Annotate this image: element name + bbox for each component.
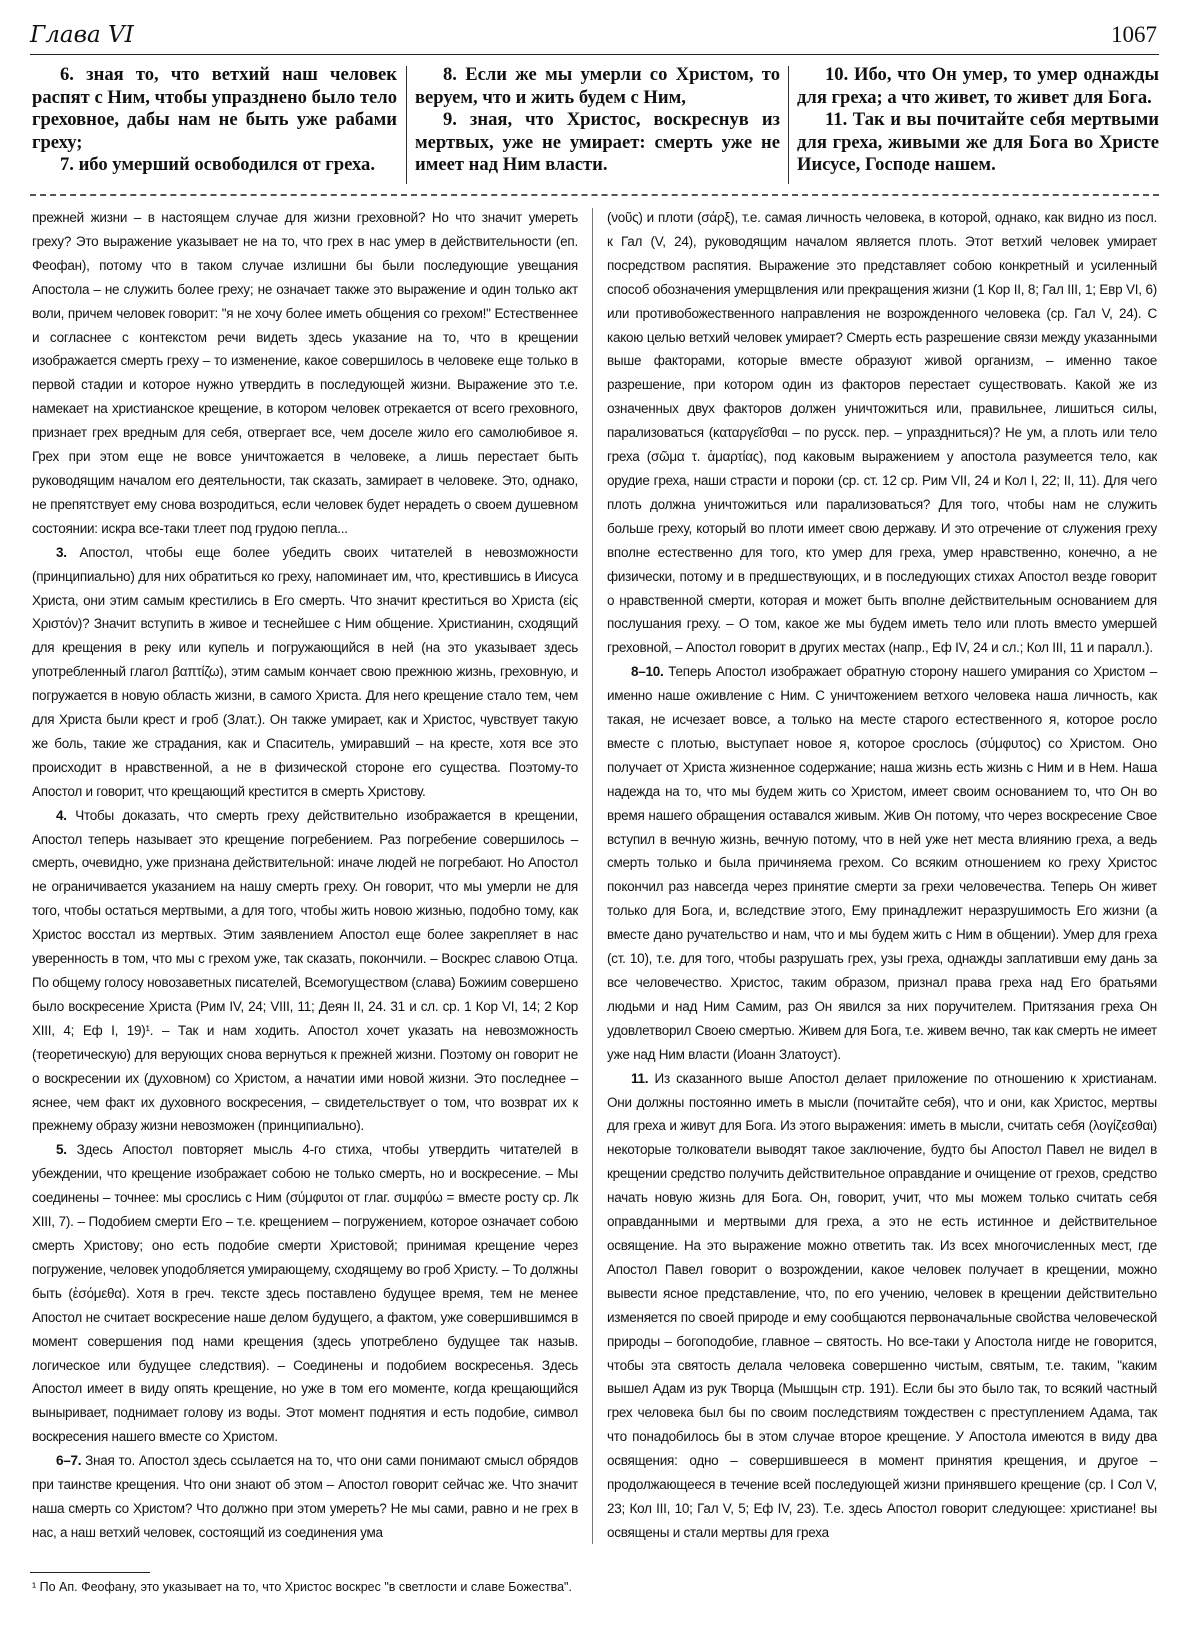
header-rule: [30, 54, 1159, 55]
verse-ref-number: 6–7.: [56, 1453, 82, 1469]
verse-ref-number: 8–10.: [631, 664, 664, 680]
verse-column-divider: [406, 66, 407, 184]
commentary-right-column: [607, 206, 1157, 1546]
column-divider: [592, 208, 593, 1544]
verse-ref-number: 4.: [56, 807, 67, 823]
commentary-paragraph: 6–7. Зная то. Апостол здесь ссылается на то, что они сами понимают смысл обрядов при таинстве крещения. Что они знают об этом – Апостол говорит сейчас же. Что значит наша смерть со Христом? Что должно при этом умереть? Не мы сами, равно и не грех в нас, а наш ветхий человек, состоящий из соединения ума: [32, 1453, 578, 1540]
verse-9: 9. зная, что Христос, воскреснув из мертвых, уже не умирает: смерть уже не имеет над Ним власти.: [415, 109, 780, 176]
verse-column-divider: [788, 66, 789, 184]
verse-ref-number: 11.: [631, 1070, 649, 1086]
commentary-paragraph: 3. Апостол, чтобы еще более убедить своих читателей в невозможности (принципиально) для них обратиться ко греху, напоминает им, что, крестившись в Иисуса Христа, они этим самым крестились в Его смерть. Что значит креститься во Христа (εἰς Χριστόν)? Значит вступить в живое и теснейшее с Ним общение. Христианин, сходящий для крещения в реку или купель и погружающийся в ней (на это указывает здесь употребленный глагол βαπτίζω), этим самым кончает свою прежнюю жизнь, греховную, и погружается в новую область жизни, в самого Христа. Для него крещение стало тем, чем для Христа были крест и гроб (Злат.). Он также умирает, как и Христос, чувствует такую же боль, такие же страдания, как и Спаситель, умиравший – на кресте, хотя все это происходит в нравственной, а не в физической стороне его существа. Поэтому-то Апостол и говорит, что крещающий крестится в смерть Христову.: [32, 544, 578, 799]
verse-section-rule: [30, 194, 1159, 196]
verse-8: 8. Если же мы умерли со Христом, то веруем, что и жить будем с Ним,: [415, 64, 780, 108]
commentary-paragraph: 5. Здесь Апостол повторяет мысль 4-го стиха, чтобы утвердить читателей в убеждении, что крещение изображает собою не только смерть, но и воскресение. – Мы соединены – точнее: мы срослись с Ним (σύμφυτοι от глаг. συμφύω = вместе росту ср. Лк XIII, 7). – Подобием смерти Его – т.е. крещением – погружением, которое означает собою смерть Христову; оно есть подобие смерти Христовой; принимая крещение через погружение, человек уподобляется умирающему, сходящему во гроб Христу. – То должны быть (ἐσόμεθα). Хотя в греч. тексте здесь поставлено будущее время, тем не менее Апостол не считает воскресение наше делом будущего, а фактом, уже совершившимся в момент совершения под нами крещения (здесь употреблено будущее так назыв. логическое или будущее следствия). – Соединены и подобием воскресенья. Здесь Апостол имеет в виду опять крещение, но уже в том его моменте, когда крещающийся выныривает, поднимает голову из воды. Этот момент поднятия и есть подобие, символ воскресения нашего вместе со Христом.: [32, 1142, 578, 1445]
verse-column-2: [415, 64, 780, 190]
footnote: ¹ По Ап. Феофану, это указывает на то, что Христос воскрес "в светлости и славе Божества".: [32, 1580, 572, 1594]
verse-ref-number: 3.: [56, 544, 67, 560]
verse-ref-number: 5.: [56, 1142, 67, 1158]
verse-column-3: [797, 64, 1159, 190]
commentary-paragraph: (νοῦς) и плоти (σάρξ), т.е. самая личность человека, в которой, однако, как видно из посл. к Гал (V, 24), руководящим началом является плоть. Этот ветхий человек умирает посредством распятия. Выражение это представляет собою конкретный и усиленный способ обозначения умерщвления или прекращения жизни (1 Кор II, 8; Гал III, 1; Евр VI, 6) или противобожественного направления не возрожденного человека (ср. Гал V, 24). С какою целью ветхий человек умирает? Смерть есть разрешение связи между указанными выше факторами, которые вместе образуют живой организм, – именно такое разрешение, при котором один из факторов перестает существовать. Какой же из означенных двух факторов должен уничтожиться или, правильнее, лишиться силы, парализоваться (καταργεῖσθαι – по русск. пер. – упраздниться)? Не ум, а плоть или тело греха (σῶμα τ. ἁμαρτίας), под каковым выражением у апостола разумеется тело, как орудие греха, наши страсти и пороки (ср. ст. 12 ср. Рим VII, 24 и Кол I, 22; II, 11). Для чего плоть должна уничтожиться или парализоваться? Для того, чтобы нам не служить больше греху, который во плоти имеет свою державу. И это отречение от служения греху вполне естественно для того, кто умер для греха, умер нравственно, конечно, а не физически, потому и в предшествующих, и в последующих стихах Апостол везде говорит о нравственной смерти, которая и может быть вполне действительным основанием для послушания греху. – О том, какое же мы будем иметь тело или плоть вместо умершей греховной, – Апостол говорит в других местах (напр., Еф IV, 24 и сл.; Кол III, 11 и паралл.).: [607, 210, 1157, 656]
commentary-left-column: [32, 206, 578, 1546]
commentary-paragraph: 8–10. Теперь Апостол изображает обратную сторону нашего умирания со Христом – именно наше оживление с Ним. С уничтожением ветхого человека наша личность, как такая, не исчезает вовсе, а только на месте старого естественного я, которое росло вместе с плотью, выступает новое я, которое срослось (σύμφυτος) со Христом. Оно получает от Христа жизненное содержание; наша жизнь есть жизнь с Ним и в Нем. Наша надежда на то, что мы будем жить со Христом, имеет своим основанием то, что Он во время нашего обращения оставался живым. Жив Он потому, что через воскресение Свое вступил в вечную жизнь, вечную потому, что в ней уже нет места влиянию греха, а ведь смерть только и была причиняема грехом. Со всяким отношением ко греху Христос покончил раз навсегда через принятие смерти за грехи человечества. Теперь Он живет только для Бога, и, вследствие этого, Ему принадлежит неразрушимость Его жизни (а вместе дано ручательство и нам, что и мы будем жить с Ним в общении). Умер для греха (ст. 10), т.е. для того, чтобы разрушать грех, узы греха, однажды заплативши ему дань за все человечество. Христос, таким образом, признал права греха над Его братьями людьми и над Ним Самим, раз Он явился за них поручителем. Притязания греха Он удовлетворил Своею смертью. Живем для Бога, т.е. живем вечно, так как смерть не имеет уже над Ним власти (Иоанн Златоуст).: [607, 664, 1157, 1062]
commentary-paragraph: 11. Из сказанного выше Апостол делает приложение по отношению к христианам. Они должны постоянно иметь в мысли (почитайте себя), что и они, как Христос, мертвы для греха и живут для Бога. Из этого выражения: иметь в мысли, считать себя (λογίζεσθαι) некоторые толкователи выводят такое заключение, будто бы Апостол Павел не видел в крещении средство получить действительное оправдание и очищение от грехов, средство начать новую жизнь для Бога. Он, говорит, учит, что мы можем только считать себя оправданными и мертвыми для греха, а это не есть истинное и действительное освящение. На это выражение можно ответить так. Из всех многочисленных мест, где Апостол Павел говорит о возрождении, какое человек получает в крещении, можно вывести ясное представление, что, по его учению, человек в крещении действительно изменяется по своей природе и ему сообщаются первоначальные свойства человеческой природы – богоподобие, главное – святость. Но все-таки у Апостола нигде не говорится, чтобы эта святость делала человека совершенно чистым, святым, т.е. таким, "каким вышел Адам из рук Творца (Мышцын стр. 191). Если бы это было так, то всякий частный грех человека был бы по своим последствиям тождествен с преступлением Адама, так что понадобилось бы в этом случае второе крещение. У Апостола имеются в виду два освящения: одно – совершившееся в момент принятия крещения, и другое – продолжающееся в течение всей последующей жизни принявшего крещение (ср. I Сол V, 23; Кол III, 10; Гал V, 5; Еф IV, 23). Т.е. здесь Апостол говорит следующее: христиане! вы освящены и стали мертвы для греха: [607, 1070, 1157, 1540]
chapter-title: Глава VI: [30, 22, 134, 48]
footnote-rule: [30, 1572, 150, 1573]
verse-10: 10. Ибо, что Он умер, то умер однажды для греха; а что живет, то живет для Бога.: [797, 64, 1159, 108]
commentary-paragraph: 4. Чтобы доказать, что смерть греху действительно изображается в крещении, Апостол теперь называет это крещение погребением. Раз погребение совершилось – смерть, очевидно, уже признана действительной: иначе людей не погребают. Но Апостол не ограничивается указанием на нашу смерть греху. Он говорит, что мы умерли не для того, чтобы остаться мертвыми, а для того, чтобы жить новою жизнью, подобно тому, как Христос восстал из мертвых. Этим заявлением Апостол еще более закрепляет в нас уверенность в том, что мы с грехом уже, так сказать, покончили. – Воскрес славою Отца. По общему голосу новозаветных писателей, Всемогуществом (слава) Божиим совершено было воскресение Христа (Рим IV, 24; VIII, 11; Деян II, 24. 31 и сл. ср. 1 Кор VI, 14; 2 Кор XIII, 4; Еф I, 19)¹. – Так и нам ходить. Апостол хочет указать на невозможность (теоретическую) для верующих снова вернуться к прежней жизни. Поэтому он говорит не о воскресении их (духовном) со Христом, а начатии ими новой жизни. Это последнее – яснее, чем факт их духовного воскресения, – свидетельствует о том, что возврат их к прежнему образу жизни невозможен (принципиально).: [32, 807, 578, 1134]
page-number: 1067: [1111, 22, 1157, 47]
verse-column-1: [32, 64, 397, 190]
verse-7: 7. ибо умерший освободился от греха.: [60, 154, 375, 176]
verse-11: 11. Так и вы почитайте себя мертвыми для греха, живыми же для Бога во Христе Иисусе, Господе нашем.: [797, 109, 1159, 176]
verse-6: 6. зная то, что ветхий наш человек распят с Ним, чтобы упразднено было тело греховное, дабы нам не быть уже рабами греху;: [32, 64, 397, 153]
commentary-paragraph: прежней жизни – в настоящем случае для жизни греховной? Но что значит умереть греху? Это выражение указывает не на то, что грех в нас умер в действительности (еп. Феофан), потому что в таком случае излишни бы были последующие увещания Апостола – не служить более греху; не означает также это выражение и один только акт воли, причем человек говорит: "я не хочу более иметь общения со грехом!" Естественнее и согласнее с контекстом речи видеть здесь указание на то, что в крещении изображается смерть греху – то изменение, какое совершилось в человеке еще только в первой стадии и которое нужно утвердить в последующей жизни. Выражение это т.е. намекает на христианское крещение, в котором человек отрекается от всего греховного, признает грех вредным для себя, отвергает все, чем доселе жило его самолюбивое я. Грех при этом еще не вовсе уничтожается в человеке, а лишь перестает быть руководящим началом его деятельности, так сказать, замирает в человеке. Это, однако, не препятствует ему снова возродиться, если человек будет нерадеть о своем душевном состоянии: искра все-таки тлеет под грудою пепла...: [32, 210, 578, 536]
